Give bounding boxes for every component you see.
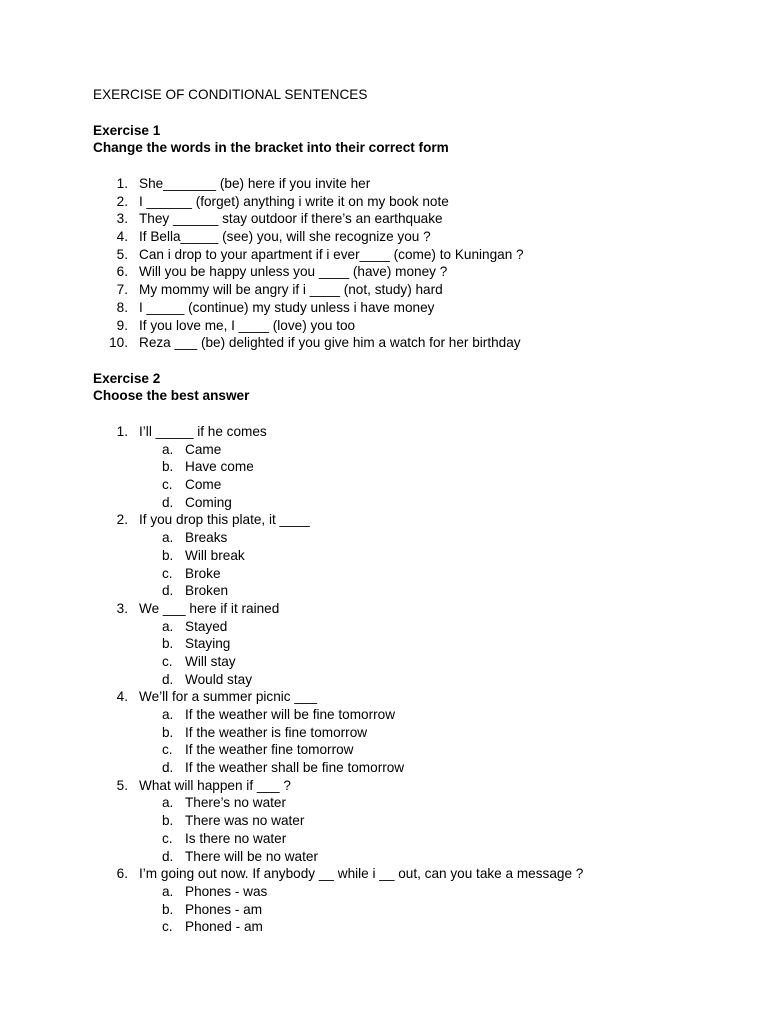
answer-option bbox=[0, 476, 768, 494]
item-number: 8. bbox=[116, 299, 128, 315]
question-number: 3. bbox=[116, 600, 128, 616]
question-number: 4. bbox=[116, 689, 128, 705]
option-letter: c. bbox=[162, 830, 173, 846]
question-item bbox=[0, 777, 768, 795]
question-item bbox=[0, 511, 768, 529]
item-text: Can i drop to your apartment if i ever____ (come) to Kuningan ? bbox=[139, 246, 524, 262]
option-letter: b. bbox=[162, 547, 174, 563]
item-text: She_______ (be) here if you invite her bbox=[139, 176, 371, 191]
option-letter: a. bbox=[162, 707, 174, 722]
option-text: Phones - am bbox=[185, 901, 263, 917]
option-letter: b. bbox=[162, 459, 174, 475]
item-number: 5. bbox=[116, 246, 128, 262]
list-item bbox=[0, 193, 768, 211]
answer-option bbox=[0, 918, 768, 936]
exercise-1-instruction: Change the words in the bracket into their correct form bbox=[93, 140, 449, 155]
answer-option bbox=[0, 671, 768, 689]
option-text: Phones - was bbox=[185, 883, 268, 899]
question-item bbox=[0, 688, 768, 706]
option-letter: c. bbox=[162, 565, 173, 581]
option-text: Breaks bbox=[185, 530, 228, 546]
answer-option bbox=[0, 565, 768, 583]
question-text: We’ll for a summer picnic ___ bbox=[139, 689, 318, 705]
question-text: What will happen if ___ ? bbox=[139, 777, 291, 793]
item-number: 9. bbox=[116, 317, 128, 333]
item-text: They ______ stay outdoor if there’s an earthquake bbox=[139, 211, 443, 227]
answer-option bbox=[0, 741, 768, 759]
option-letter: a. bbox=[162, 795, 174, 811]
list-item bbox=[0, 210, 768, 228]
option-text: Will break bbox=[185, 547, 245, 563]
answer-option bbox=[0, 724, 768, 742]
document-title: EXERCISE OF CONDITIONAL SENTENCES bbox=[93, 87, 368, 102]
exercise-2-instruction: Choose the best answer bbox=[93, 388, 250, 403]
option-text: Would stay bbox=[185, 671, 252, 687]
option-text: If the weather shall be fine tomorrow bbox=[185, 760, 405, 776]
item-text: I _____ (continue) my study unless i have money bbox=[139, 299, 435, 315]
question-text: If you drop this plate, it ____ bbox=[139, 512, 310, 528]
option-letter: d. bbox=[162, 671, 174, 687]
answer-option bbox=[0, 635, 768, 653]
option-letter: c. bbox=[162, 742, 173, 758]
item-text: Will you be happy unless you ____ (have) money ? bbox=[139, 264, 448, 280]
option-text: If the weather is fine tomorrow bbox=[185, 724, 368, 740]
option-text: There’s no water bbox=[185, 795, 286, 811]
answer-option bbox=[0, 441, 768, 459]
option-letter: d. bbox=[162, 760, 174, 776]
item-number: 6. bbox=[116, 264, 128, 280]
option-letter: d. bbox=[162, 494, 174, 510]
answer-option bbox=[0, 458, 768, 476]
answer-option bbox=[0, 794, 768, 812]
list-item bbox=[0, 263, 768, 281]
item-text: I ______ (forget) anything i write it on my book note bbox=[139, 193, 449, 209]
exercise-2-heading: Exercise 2 bbox=[93, 371, 161, 386]
answer-option bbox=[0, 618, 768, 636]
answer-option bbox=[0, 830, 768, 848]
option-text: Come bbox=[185, 477, 222, 493]
list-item bbox=[0, 334, 768, 352]
option-text: Is there no water bbox=[185, 830, 287, 846]
item-number: 10. bbox=[109, 335, 128, 351]
option-letter: a. bbox=[162, 618, 174, 634]
question-text: I’m going out now. If anybody __ while i __ out, can you take a message ? bbox=[139, 866, 584, 882]
option-letter: b. bbox=[162, 724, 174, 740]
option-text: Staying bbox=[185, 636, 231, 652]
option-text: There will be no water bbox=[185, 848, 318, 864]
answer-option bbox=[0, 529, 768, 547]
item-number: 7. bbox=[116, 282, 128, 298]
option-letter: a. bbox=[162, 441, 174, 457]
option-letter: c. bbox=[162, 919, 173, 935]
list-item bbox=[0, 246, 768, 264]
option-letter: b. bbox=[162, 813, 174, 829]
answer-option bbox=[0, 706, 768, 724]
answer-option bbox=[0, 547, 768, 565]
option-letter: d. bbox=[162, 848, 174, 864]
item-number: 2. bbox=[116, 193, 128, 209]
answer-option bbox=[0, 582, 768, 600]
option-letter: a. bbox=[162, 530, 174, 546]
answer-option bbox=[0, 653, 768, 671]
option-letter: c. bbox=[162, 653, 173, 669]
option-letter: c. bbox=[162, 477, 173, 493]
answer-option bbox=[0, 901, 768, 919]
answer-option bbox=[0, 812, 768, 830]
item-number: 4. bbox=[116, 229, 128, 245]
option-letter: b. bbox=[162, 636, 174, 652]
answer-option bbox=[0, 883, 768, 901]
option-text: If the weather will be fine tomorrow bbox=[185, 707, 396, 722]
option-text: Coming bbox=[185, 494, 232, 510]
item-text: Reza ___ (be) delighted if you give him a watch for her birthday bbox=[139, 335, 521, 351]
option-letter: a. bbox=[162, 883, 174, 899]
item-text: My mommy will be angry if i ____ (not, study) hard bbox=[139, 282, 443, 298]
exercise-2-list bbox=[0, 423, 768, 936]
list-item bbox=[0, 299, 768, 317]
question-number: 2. bbox=[116, 512, 128, 528]
question-text: We ___ here if it rained bbox=[139, 600, 280, 616]
option-text: Came bbox=[185, 441, 222, 457]
option-text: If the weather fine tomorrow bbox=[185, 742, 354, 758]
item-text: If Bella_____ (see) you, will she recognize you ? bbox=[139, 229, 431, 245]
item-text: If you love me, I ____ (love) you too bbox=[139, 317, 356, 333]
item-number: 3. bbox=[116, 211, 128, 227]
option-text: There was no water bbox=[185, 813, 305, 829]
question-number: 1. bbox=[116, 424, 128, 439]
option-letter: b. bbox=[162, 901, 174, 917]
list-item bbox=[0, 281, 768, 299]
question-number: 5. bbox=[116, 777, 128, 793]
option-text: Will stay bbox=[185, 653, 236, 669]
list-item bbox=[0, 175, 768, 193]
option-text: Stayed bbox=[185, 618, 228, 634]
answer-option bbox=[0, 848, 768, 866]
answer-option bbox=[0, 494, 768, 512]
answer-option bbox=[0, 759, 768, 777]
option-letter: d. bbox=[162, 583, 174, 599]
list-item bbox=[0, 317, 768, 335]
option-text: Phoned - am bbox=[185, 919, 263, 935]
option-text: Broken bbox=[185, 583, 229, 599]
question-text: I’ll _____ if he comes bbox=[139, 424, 267, 439]
option-text: Have come bbox=[185, 459, 254, 475]
question-number: 6. bbox=[116, 866, 128, 882]
question-item bbox=[0, 423, 768, 441]
question-item bbox=[0, 865, 768, 883]
item-number: 1. bbox=[116, 176, 128, 191]
exercise-1-list bbox=[0, 175, 768, 352]
option-text: Broke bbox=[185, 565, 221, 581]
question-item bbox=[0, 600, 768, 618]
exercise-1-heading: Exercise 1 bbox=[93, 123, 161, 138]
list-item bbox=[0, 228, 768, 246]
